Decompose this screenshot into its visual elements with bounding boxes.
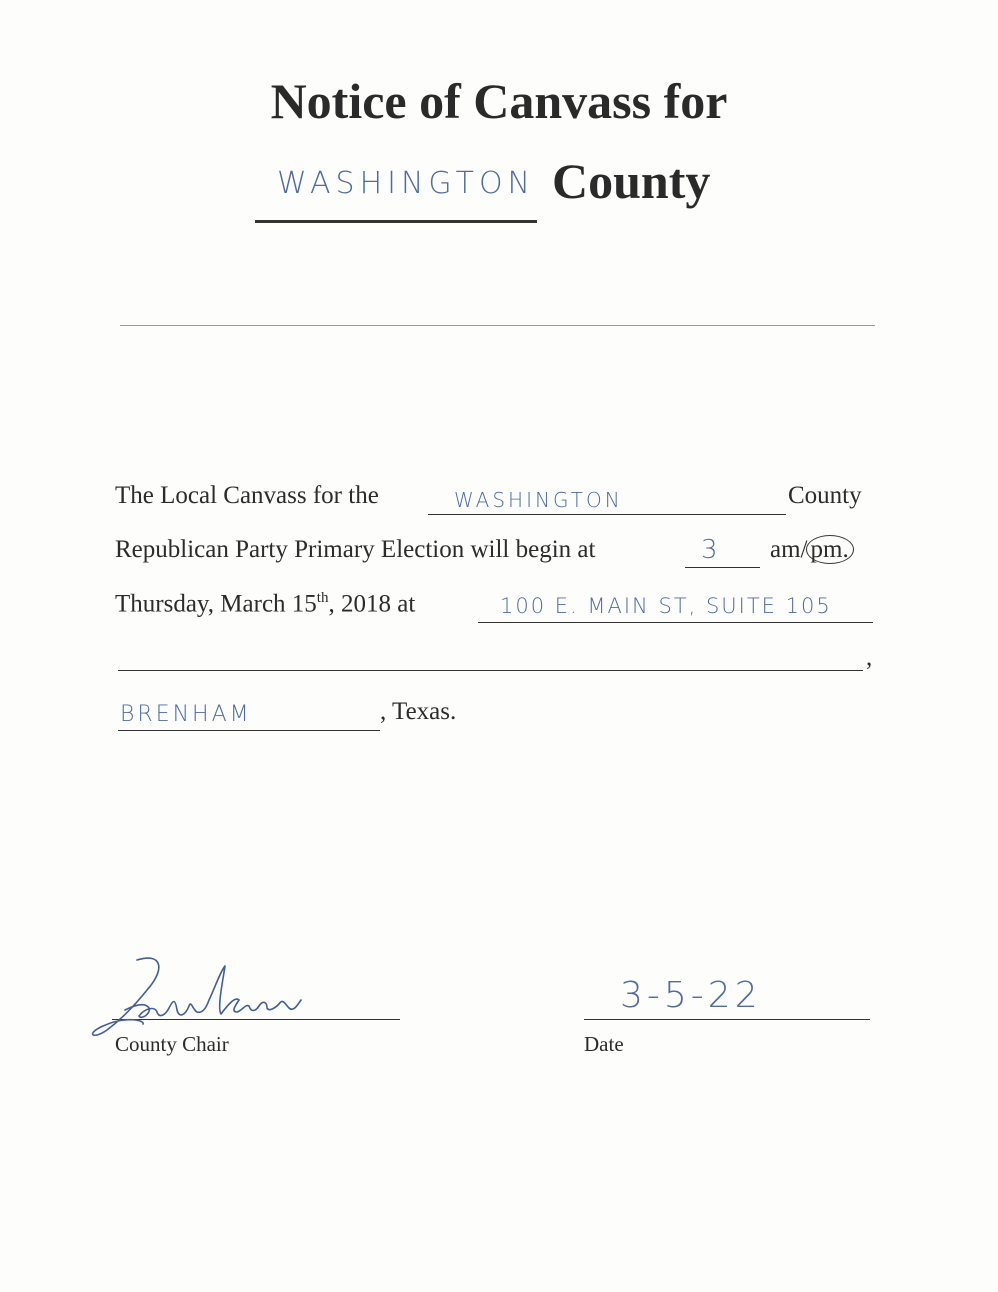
pm-circled: pm. [806,535,854,564]
date-handwritten: 3-5-22 [620,975,762,1016]
separator-rule [120,325,875,326]
line3-sup: th [316,590,329,606]
body-line-1 [115,482,379,510]
line1-suffix: County [788,482,862,509]
county-blank [428,486,786,515]
city-handwritten: BRENHAM [120,702,252,727]
line1-prefix: The Local Canvass for the [115,482,379,509]
time-blank [685,535,760,568]
page-title: Notice of Canvass for [270,73,728,129]
line3-date: Thursday, March 15 [115,590,317,618]
line3-year: , 2018 at [328,590,416,618]
title-county-handwritten: WASHINGTON [277,166,535,201]
chair-label: County Chair [115,1032,229,1056]
line2-prefix: Republican Party Primary Election will begin at [115,536,596,563]
am-pm [770,536,854,564]
address-blank [478,594,873,623]
address-handwritten: 100 E. MAIN ST, SUITE 105 [500,594,832,618]
title-county-blank [255,150,537,223]
line3-prefix [115,590,415,618]
line4-comma: , [866,644,873,671]
date-label: Date [584,1032,624,1056]
am-label: am/ [770,536,808,563]
chair-signature-scribble [85,950,335,1050]
city-blank [118,704,380,731]
line5-suffix: , Texas. [380,698,457,725]
date-line [584,975,870,1020]
address-continuation-blank [118,650,863,671]
time-handwritten: 3 [701,535,721,565]
county-handwritten: WASHINGTON [454,488,623,512]
title-county-word: County [552,153,711,209]
